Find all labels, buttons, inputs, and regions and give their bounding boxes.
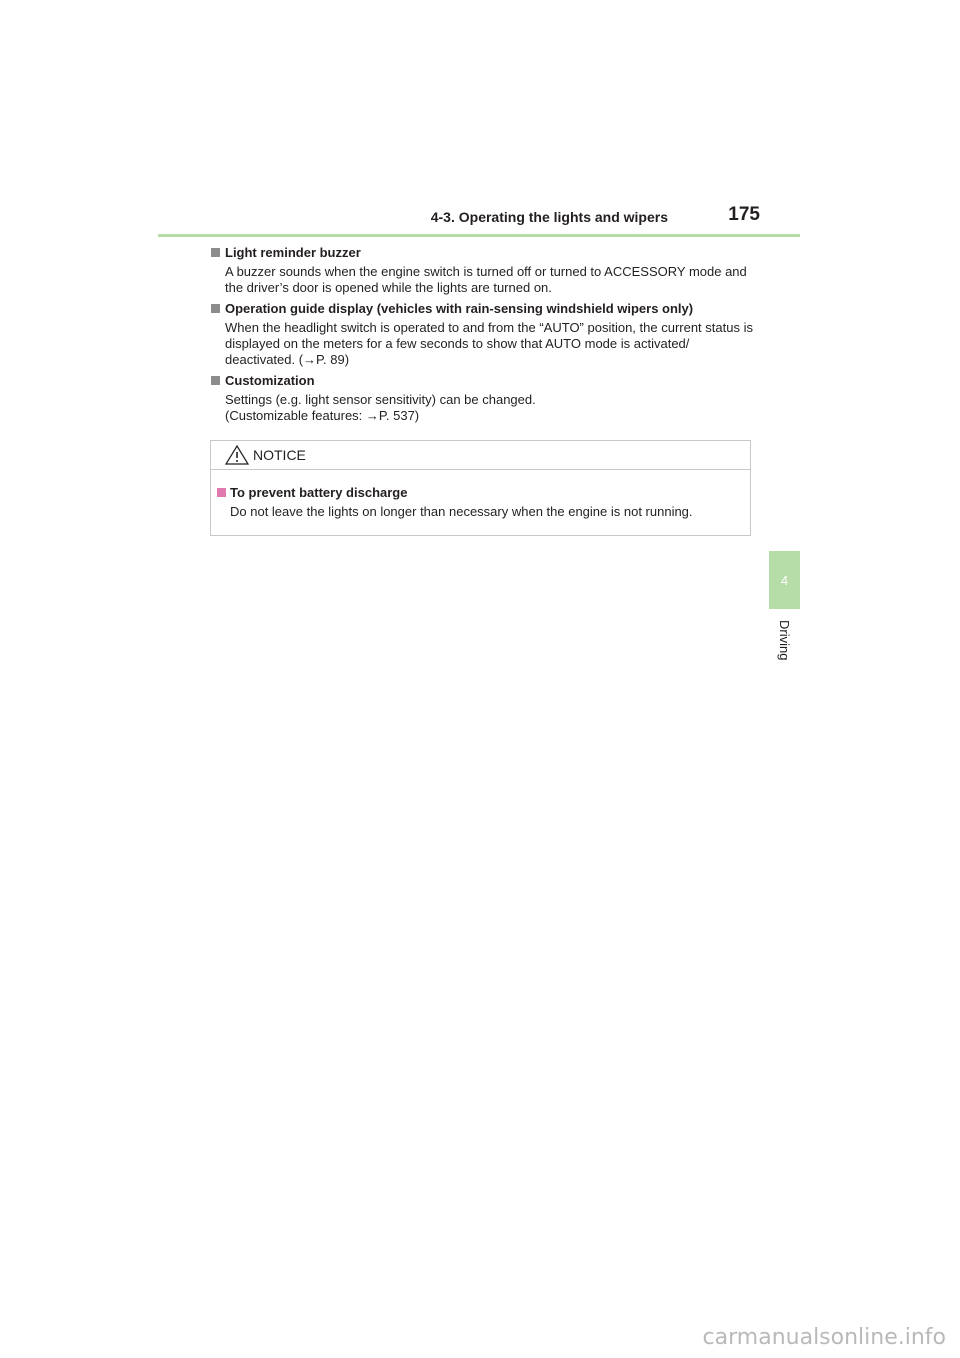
main-content: [210, 243, 755, 427]
warning-triangle-icon: [225, 445, 249, 465]
item-customization: [210, 371, 755, 424]
item-title: Customization: [225, 373, 315, 388]
chapter-tab[interactable]: [769, 551, 800, 609]
notice-heading: NOTICE: [253, 447, 306, 463]
item-light-reminder: [210, 243, 755, 296]
square-bullet-icon: [211, 304, 220, 313]
item-title: Light reminder buzzer: [225, 245, 361, 260]
watermark: carmanualsonline.info: [702, 1325, 946, 1350]
section-title: 4-3. Operating the lights and wipers: [430, 209, 668, 225]
item-title: Operation guide display (vehicles with rain-sensing windshield wipers only): [225, 301, 694, 316]
square-bullet-icon: [217, 488, 226, 497]
square-bullet-icon: [211, 376, 220, 385]
item-body: A buzzer sounds when the engine switch is turned off or turned to ACCESSORY mode and the driver’s door is opened while the lights are turned on.: [225, 264, 747, 295]
item-body: [210, 392, 755, 424]
notice-text: Do not leave the lights on longer than necessary when the engine is not running.: [230, 504, 693, 519]
notice-box: [210, 440, 751, 536]
page-number: 175: [728, 204, 760, 225]
item-body: When the headlight switch is operated to and from the “AUTO” position, the current status is displayed on the meters for a few seconds to show that AUTO mode is activated/ deactivated. (→P. 89): [225, 320, 753, 367]
item-body-line: (Customizable features: →P. 537): [225, 408, 420, 423]
item-body-line: Settings (e.g. light sensor sensitivity) can be changed.: [225, 392, 536, 407]
chapter-label: Driving: [777, 620, 792, 661]
notice-content: [216, 483, 736, 520]
square-bullet-icon: [211, 248, 220, 257]
chapter-number: 4: [780, 572, 789, 588]
notice-title: To prevent battery discharge: [230, 485, 408, 500]
page-header: [158, 200, 800, 237]
notice-header: [211, 441, 750, 470]
item-operation-guide: [210, 299, 755, 368]
